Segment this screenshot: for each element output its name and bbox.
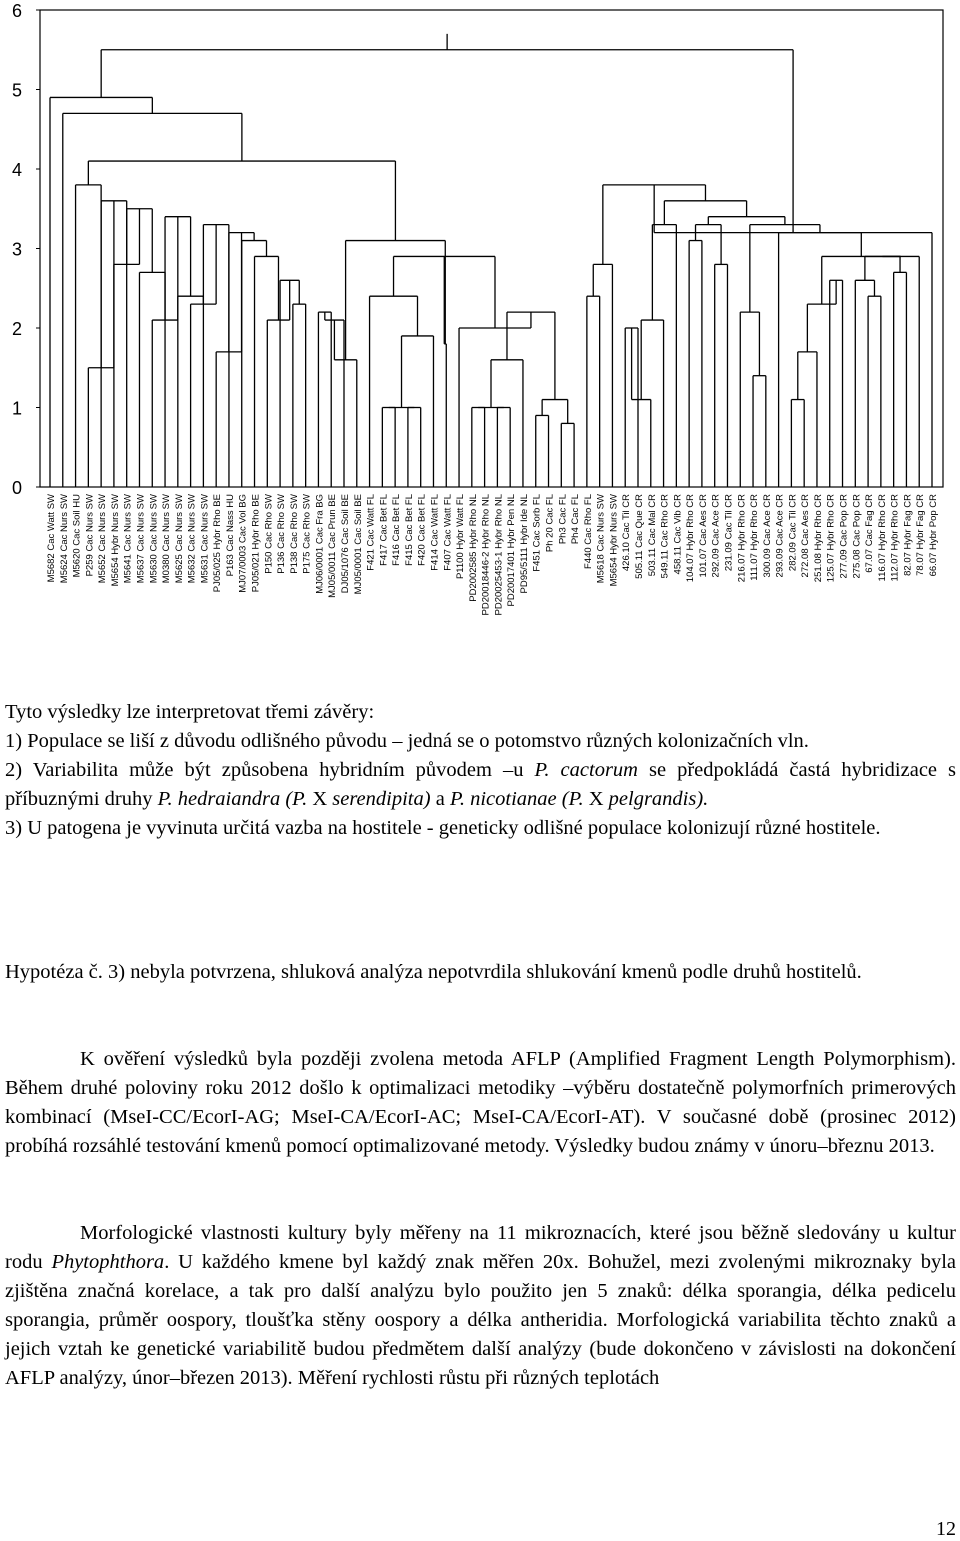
taxon-name: (P. — [561, 788, 584, 810]
dendrogram-branches — [50, 34, 932, 487]
leaf-label: P259 Cac Nurs SW — [84, 494, 96, 577]
leaf-label: M5624 Cac Nurs SW — [58, 494, 70, 584]
leaf-label: 78.07 Hybr Fag CR — [915, 494, 927, 576]
leaf-label: MJ07/0003 Cac Vol BG — [237, 494, 249, 593]
dash: – — [817, 1135, 828, 1157]
leaf-label: F451 Cac Sorb FL — [531, 494, 543, 572]
leaf-label: F417 Cac Bet FL — [378, 494, 390, 566]
leaf-label: 505.11 Cac Que CR — [634, 494, 645, 579]
conclusion-1 — [5, 727, 956, 756]
y-tick-label: 5 — [11, 80, 22, 101]
leaf-label: 116.07 Hybr Rho CR — [876, 494, 888, 582]
leaf-label: M5654 Hybr Nurs SW — [109, 494, 121, 587]
morphology-text — [5, 1219, 956, 1393]
leaf-label: M0380 Cac Nurs SW — [161, 494, 173, 584]
leaf-label: M5637 Cac Nurs SW — [135, 494, 147, 584]
taxon-name: (P. — [285, 788, 308, 810]
leaf-label: M5632 Cac Nurs SW — [186, 494, 198, 584]
leaf-label: M5630 Cac Nurs SW — [148, 494, 160, 584]
leaf-label: PD95/5111 Hybr Ide NL — [518, 494, 530, 594]
taxon-name: P. — [534, 759, 550, 781]
plot-frame — [40, 10, 943, 487]
aflp-text — [5, 1045, 956, 1161]
hypothesis-paragraph — [5, 958, 956, 987]
conclusion-2-part: 2) Variabilita může být způsobena hybridním původem — [5, 759, 492, 781]
leaf-label: PD2002585 Hybr Rho NL — [467, 493, 479, 602]
taxon-name: serendipita) — [332, 788, 431, 810]
taxon-name: hedraiandra — [177, 788, 281, 810]
conclusion-2-part: se předpokládá častá hybridizace s příbuznými druhy — [5, 759, 957, 810]
aflp-part: březnu 2013. — [827, 1135, 935, 1157]
leaf-label: F414 Cac Watt FL — [429, 494, 441, 571]
morphology-part: Morfologické vlastnosti kultury byly měřeny na 11 mikroznacích, které jsou běžně sledovány u kultur rodu — [5, 1222, 956, 1273]
conclusion-2-part: u — [513, 759, 524, 781]
conclusion-1-part: jedná se o potomstvo různých kolonizačních vln. — [407, 730, 809, 752]
leaf-label: M5620 Cac Soil HU — [71, 494, 83, 578]
leaf-label: MJ06/0001 Cac Fra BG — [314, 494, 326, 594]
y-tick-label: 6 — [11, 1, 22, 21]
dash: – — [563, 1077, 574, 1099]
taxon-name: P. — [157, 788, 173, 810]
leaf-label: F415 Cac Bet FL — [403, 494, 415, 566]
conclusions-section — [5, 698, 956, 843]
conclusion-2-part: a — [435, 788, 445, 810]
y-tick-label: 2 — [11, 319, 22, 339]
leaf-label: Ph 20 Cac FL — [544, 494, 556, 553]
leaf-label: F440 Cac Rho FL — [582, 494, 594, 569]
leaf-label: DJ05/1076 Cac Soil BE — [340, 494, 351, 594]
leaf-label: M5618 Cac Nurs SW — [595, 494, 607, 584]
morphology-paragraph — [5, 1219, 956, 1393]
leaf-label: P138 Cac Rho SW — [288, 494, 300, 574]
conclusions-intro: Tyto výsledky lze interpretovat třemi závěry: — [5, 701, 375, 723]
leaf-label: P136 Cac Rho SW — [276, 494, 288, 574]
leaf-label: P163 Cac Nass HU — [224, 494, 236, 577]
aflp-paragraph — [5, 1045, 956, 1161]
y-tick-label: 4 — [11, 160, 22, 180]
leaf-label: 67.07 Cac Fag CR — [864, 494, 876, 573]
leaf-label: 101.07 Cac Aes CR — [697, 494, 709, 578]
taxon-name: P. — [449, 788, 465, 810]
leaf-label: PD20017401 Hybr Pen NL — [506, 494, 518, 607]
genus-name: Phytophthora — [51, 1251, 165, 1273]
aflp-part: K ověření výsledků byla později zvolena metoda AFLP (Amplified Fragment Length Polymorphism). Během druhé poloviny roku 2012 došlo k optimalizaci metodiky — [5, 1048, 956, 1099]
leaf-label: M5631 Cac Nurs SW — [199, 494, 211, 584]
leaf-label: Ph3 Cac FL — [557, 494, 569, 545]
leaf-label: 277.09 Cac Pop CR — [838, 494, 850, 579]
dash: – — [503, 759, 514, 781]
leaf-label: F421 Cac Watt FL — [365, 494, 377, 571]
leaf-label: 426.10 Cac Til CR — [621, 494, 633, 572]
leaf-label: MJ05/0011 Cac Prun BE — [327, 494, 339, 598]
leaf-label: P175 Cac Rho SW — [301, 494, 313, 574]
leaf-label: PJ05/025 Hybr Rho BE — [212, 494, 224, 593]
leaf-label: M5625 Cac Nurs SW — [173, 494, 185, 584]
page-number: 12 — [936, 1518, 956, 1540]
taxon-name: nicotianae — [470, 788, 557, 810]
leaf-label: 282.09 Cac Til CR — [787, 494, 799, 572]
leaf-label: 503.11 Cac Mal CR — [646, 494, 658, 577]
hypothesis-text: Hypotéza č. 3) nebyla potvrzena, shluková analýza nepotvrdila shlukování kmenů podle druhů hostitelů. — [5, 961, 862, 983]
leaf-label: 66.07 Hybr Pop CR — [928, 494, 939, 577]
leaf-label: F407 Cac Watt FL — [442, 494, 454, 571]
leaf-label: 112.07 Hybr Rho CR — [889, 494, 901, 582]
aflp-part: výběru dostatečně polymorfních primerových kombinací (MseI-CC/EcorI-AG; MseI-CA/EcorI-AC; MseI-CA/EcorI-AT). V současné době (prosinec 2012) probíhá rozsáhlé testování kmenů pomocí optimalizované metody. Výsledky budou známy v únoru — [5, 1077, 957, 1157]
plot-border — [40, 10, 943, 487]
conclusion-2 — [5, 756, 956, 814]
leaf-label: 104.07 Hybr Rho CR — [685, 494, 697, 583]
leaf-label: 272.08 Cac Aes CR — [800, 494, 812, 578]
leaf-label: P150 Cac Rho SW — [263, 494, 275, 574]
dash: – — [169, 1367, 180, 1389]
dash: – — [392, 730, 403, 752]
leaf-label: 111.07 Hybr Rho CR — [749, 494, 761, 581]
leaf-label: M5652 Cac Nurs SW — [97, 494, 109, 584]
y-tick-label: 3 — [11, 239, 22, 260]
leaf-label: PJ05/021 Hybr Rho BE — [250, 494, 262, 593]
hybrid-sign: X — [312, 788, 328, 810]
leaf-label: M5641 Cac Nurs SW — [122, 494, 134, 584]
y-axis — [12, 1, 40, 498]
y-tick-label: 1 — [11, 398, 22, 419]
leaf-label: 292.09 Cac Ace CR — [710, 494, 722, 578]
leaf-label: 125.07 Hybr Rho CR — [825, 494, 837, 583]
leaf-label: 216.07 Hybr Rho CR — [736, 494, 748, 583]
leaf-label: PD20025453-1 Hybr Rho NL — [493, 494, 505, 616]
leaf-label: MJ05/0001 Cac Soil BE — [352, 494, 364, 595]
leaf-label: 275.08 Cac Pop CR — [851, 494, 863, 579]
leaf-label: 231.09 Cac Til CR — [723, 494, 735, 572]
leaf-label: Ph4 Cac FL — [570, 494, 582, 545]
leaf-label: 458.11 Cac Vib CR — [672, 494, 684, 575]
leaf-labels — [46, 494, 939, 616]
leaf-label: P1100 Hybr Watt FL — [455, 493, 467, 580]
taxon-name: pelgrandis). — [608, 788, 709, 810]
y-tick-label: 0 — [11, 478, 22, 498]
leaf-label: 549.11 Cac Rho CR — [659, 494, 671, 579]
conclusion-1-part: 1) Populace se liší z důvodu odlišného původu — [5, 730, 388, 752]
leaf-label: M5682 Cac Watt SW — [46, 494, 57, 583]
leaf-label: 82.07 Hybr Fag CR — [902, 494, 914, 576]
morphology-part: březen 2013). Měření rychlosti růstu při různých teplotách — [179, 1367, 660, 1389]
conclusion-3: 3) U patogena je vyvinuta určitá vazba na hostitele - geneticky odlišné populace kolonizují různé hostitele. — [5, 817, 881, 839]
dendrogram-figure — [0, 0, 960, 670]
leaf-label: F416 Cac Bet FL — [391, 494, 403, 566]
taxon-name: cactorum — [560, 759, 638, 781]
hybrid-sign: X — [588, 788, 604, 810]
leaf-label: M5654 Hybr Nurs SW — [608, 494, 620, 587]
leaf-label: 251.08 Hybr Rho CR — [812, 494, 824, 583]
morphology-part: . U každého kmene byl každý znak měřen 20x. Bohužel, mezi zvolenými mikroznaky byla zjištěna značná korelace, a tak pro další analýzu bylo použito jen 5 znaků: délka sporangia, délka pedicelu sporangia, průměr oospory, tloušťka stěny oospory a délka antheridia. Morfologická variabilita těchto znaků a jejich vztah ke genetické variabilitě budou předmětem další analýzy (bude dokončeno v závislosti na dokončení AFLP analýzy, únor — [5, 1251, 957, 1389]
leaf-label: 293.09 Cac Ace CR — [774, 494, 786, 578]
leaf-label: PD20018446-2 Hybr Rho NL — [480, 494, 492, 616]
leaf-label: 300.09 Cac Ace CR — [761, 494, 773, 578]
leaf-label: F420 Cac Bet FL — [416, 494, 428, 566]
